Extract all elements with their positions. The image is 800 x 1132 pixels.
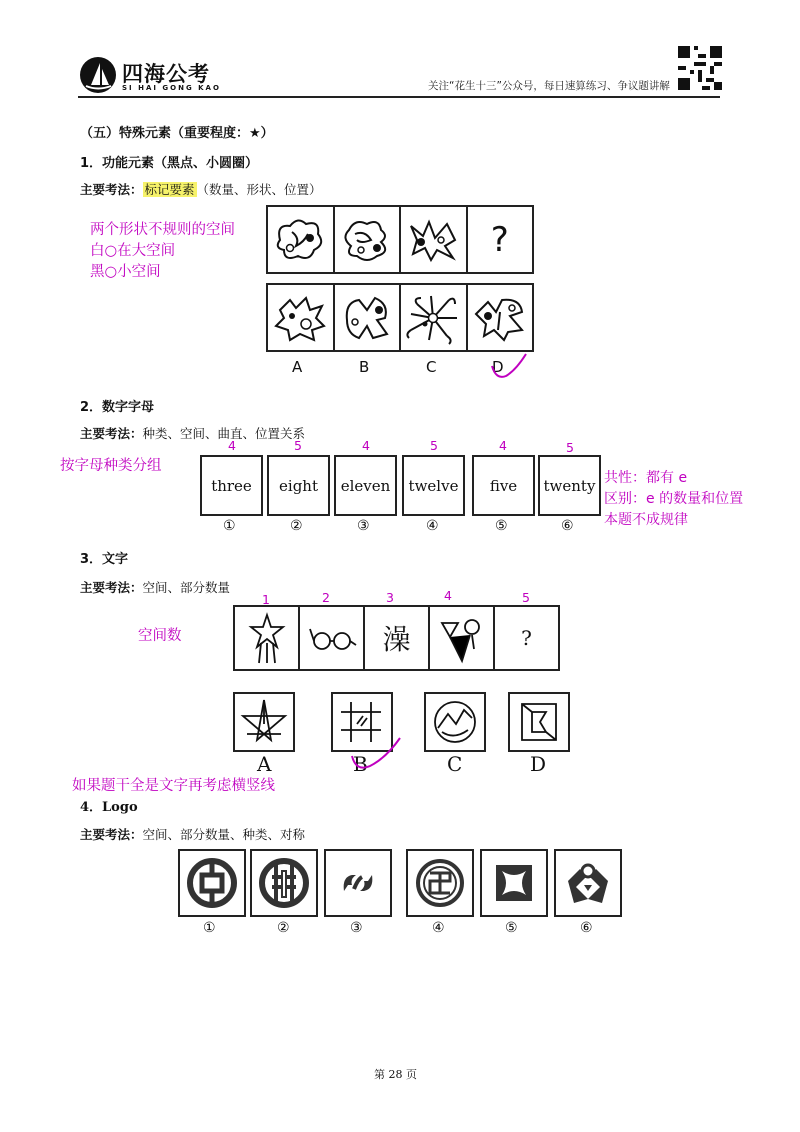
s3-option-label: B bbox=[353, 752, 368, 776]
s3-kaofa bbox=[80, 578, 230, 596]
s3-figure bbox=[300, 607, 365, 669]
s4-kaofa-rest: 空间、部分数量、种类、对称 bbox=[142, 827, 306, 842]
s2-word: twelve bbox=[408, 476, 459, 495]
s2-note: 区别：e 的数量和位置 bbox=[604, 491, 744, 507]
s2-word-box bbox=[538, 455, 601, 516]
s3-option-label: A bbox=[257, 752, 272, 776]
s4-kaofa bbox=[80, 825, 305, 843]
check-mark-icon bbox=[346, 734, 406, 774]
s2-notes-right bbox=[604, 468, 743, 531]
s2-word: three bbox=[211, 476, 252, 495]
s1-option-label: A bbox=[292, 358, 303, 376]
s3-kaofa-label: 主要考法： bbox=[80, 580, 143, 595]
s2-circled-number: ⑤ bbox=[495, 518, 508, 534]
s3-question-row bbox=[233, 605, 560, 671]
s1-note: 黑○小空间 bbox=[90, 264, 161, 280]
s3-count: 5 bbox=[522, 590, 530, 605]
s2-word-box bbox=[334, 455, 397, 516]
brand-logo bbox=[78, 55, 118, 95]
bank-logo-icon bbox=[252, 851, 316, 915]
s3-option-figure[interactable] bbox=[424, 692, 486, 752]
logo-box bbox=[480, 849, 548, 917]
s2-circled-number: ② bbox=[290, 518, 303, 534]
bank-logo-icon bbox=[180, 851, 244, 915]
s2-word-box bbox=[267, 455, 330, 516]
s3-heading: 3．文字 bbox=[80, 552, 129, 567]
s2-count: 4 bbox=[362, 438, 370, 453]
s4-circled-number: ④ bbox=[432, 920, 445, 936]
qr-code-icon bbox=[678, 46, 722, 90]
s3-note-left: 空间数 bbox=[138, 628, 182, 644]
s1-kaofa-rest: （数量、形状、位置） bbox=[196, 182, 322, 197]
follow-text: 关注“花生十三”公众号，每日速算练习、争议题讲解 bbox=[428, 80, 670, 92]
s1-kaofa-highlight: 标记要素 bbox=[144, 182, 195, 197]
s2-count: 4 bbox=[499, 438, 507, 453]
bank-logo-icon bbox=[326, 851, 390, 915]
s2-circled-number: ⑥ bbox=[561, 518, 574, 534]
bank-logo-icon bbox=[482, 851, 546, 915]
s4-heading: 4．Logo bbox=[80, 800, 138, 815]
s1-option-label: D bbox=[492, 358, 504, 376]
s1-heading: 1．功能元素（黑点、小圆圈） bbox=[80, 156, 259, 171]
s4-kaofa-label: 主要考法： bbox=[80, 827, 143, 842]
s3-option-figure[interactable] bbox=[233, 692, 295, 752]
s2-word-box bbox=[472, 455, 535, 516]
s2-circled-number: ① bbox=[223, 518, 236, 534]
s1-option-figure[interactable] bbox=[335, 285, 402, 350]
logo-box bbox=[554, 849, 622, 917]
s2-word: eight bbox=[279, 476, 318, 495]
s2-word-box bbox=[402, 455, 465, 516]
s2-note-left: 按字母种类分组 bbox=[60, 458, 162, 474]
s2-kaofa bbox=[80, 424, 305, 442]
s1-option-figure[interactable] bbox=[268, 285, 335, 350]
s3-count: 4 bbox=[444, 588, 452, 603]
s2-count: 5 bbox=[566, 440, 574, 455]
s2-word: five bbox=[489, 476, 518, 495]
s2-count: 5 bbox=[430, 438, 438, 453]
s2-note: 本题不成规律 bbox=[604, 512, 688, 528]
s1-option-figure[interactable] bbox=[468, 285, 533, 350]
s2-count: 4 bbox=[228, 438, 236, 453]
s3-figure bbox=[235, 607, 300, 669]
s3-char-cell bbox=[365, 607, 430, 669]
logo-box bbox=[406, 849, 474, 917]
s1-figure bbox=[335, 207, 402, 272]
s1-question-row bbox=[266, 205, 534, 274]
s3-option-label: C bbox=[447, 752, 463, 776]
s2-circled-number: ③ bbox=[357, 518, 370, 534]
s1-question-cell bbox=[468, 207, 533, 272]
s2-kaofa-rest: 种类、空间、曲直、位置关系 bbox=[142, 426, 306, 441]
s1-option-label: C bbox=[426, 358, 437, 376]
s2-count: 5 bbox=[294, 438, 302, 453]
header-divider bbox=[78, 96, 720, 98]
s2-kaofa-label: 主要考法： bbox=[80, 426, 143, 441]
logo-box bbox=[324, 849, 392, 917]
logo-box bbox=[250, 849, 318, 917]
s1-kaofa bbox=[80, 180, 322, 198]
s2-word: eleven bbox=[340, 476, 391, 495]
check-mark-icon bbox=[486, 350, 530, 384]
s3-option-figure[interactable] bbox=[508, 692, 570, 752]
s1-note: 白○在大空间 bbox=[90, 243, 176, 259]
s3-count: 1 bbox=[262, 592, 270, 607]
s1-note: 两个形状不规则的空间 bbox=[90, 222, 235, 238]
logo-box bbox=[178, 849, 246, 917]
s4-circled-number: ① bbox=[203, 920, 216, 936]
sail-logo-icon bbox=[78, 55, 118, 95]
s3-note-bottom: 如果题干全是文字再考虑横竖线 bbox=[72, 778, 275, 794]
s1-option-figure[interactable] bbox=[401, 285, 468, 350]
s2-word: twenty bbox=[543, 476, 596, 495]
bank-logo-icon bbox=[556, 851, 620, 915]
s2-circled-number: ④ bbox=[426, 518, 439, 534]
s3-question-mark: ? bbox=[521, 626, 532, 650]
s1-kaofa-label: 主要考法： bbox=[80, 182, 143, 197]
s1-figure bbox=[268, 207, 335, 272]
s4-circled-number: ③ bbox=[350, 920, 363, 936]
brand-name-en: SI HAI GONG KAO bbox=[122, 84, 221, 92]
s3-question-cell bbox=[495, 607, 558, 669]
s3-count: 2 bbox=[322, 590, 330, 605]
s3-figure bbox=[430, 607, 495, 669]
s1-option-label: B bbox=[359, 358, 370, 376]
s2-word-box bbox=[200, 455, 263, 516]
s1-question-mark: ? bbox=[490, 219, 509, 260]
bank-logo-icon bbox=[408, 851, 472, 915]
s3-option-label: D bbox=[530, 752, 547, 776]
s1-options-row bbox=[266, 283, 534, 352]
s1-figure bbox=[401, 207, 468, 272]
s3-kaofa-rest: 空间、部分数量 bbox=[142, 580, 231, 595]
s2-heading: 2．数字字母 bbox=[80, 400, 155, 415]
section-title: （五）特殊元素（重要程度：★） bbox=[80, 126, 274, 141]
s4-circled-number: ② bbox=[277, 920, 290, 936]
s2-note: 共性：都有 e bbox=[604, 470, 688, 486]
s3-char: 澡 bbox=[382, 623, 411, 656]
page-number: 第 28 页 bbox=[374, 1068, 417, 1081]
brand-name: 四海公考 bbox=[122, 62, 210, 86]
s4-circled-number: ⑤ bbox=[505, 920, 518, 936]
s4-circled-number: ⑥ bbox=[580, 920, 593, 936]
s1-notes bbox=[90, 220, 235, 283]
s3-count: 3 bbox=[386, 590, 394, 605]
